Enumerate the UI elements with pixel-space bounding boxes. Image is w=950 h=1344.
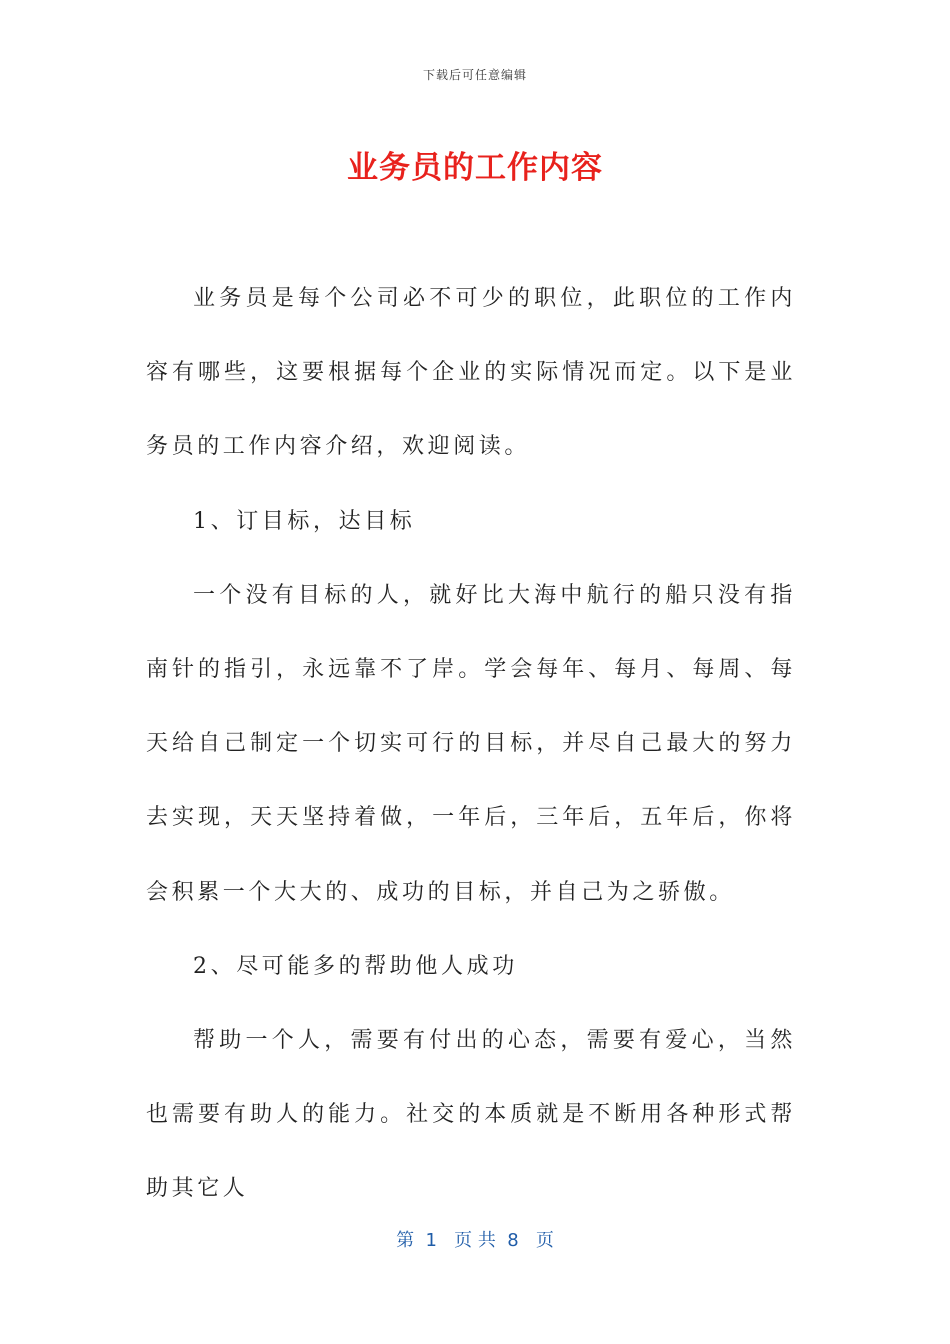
paragraph-intro: 业务员是每个公司必不可少的职位，此职位的工作内容有哪些，这要根据每个企业的实际情况而定。以下是业务员的工作内容介绍，欢迎阅读。 [146,286,796,460]
section-heading-1: 1、订目标，达目标 [193,508,416,534]
section-heading-2: 2、尽可能多的帮助他人成功 [193,953,518,979]
paragraph-section-1: 一个没有目标的人，就好比大海中航行的船只没有指南针的指引，永远靠不了岸。学会每年、每月、每周、每天给自己制定一个切实可行的目标，并尽自己最大的努力去实现，天天坚持着做，一年后，三年后，五年后，你将会积累一个大大的、成功的目标，并自己为之骄傲。 [146,582,796,905]
paragraph-section-2: 帮助一个人，需要有付出的心态，需要有爱心，当然也需要有助人的能力。社交的本质就是不断用各种形式帮助其它人 [146,1028,796,1202]
page-number-footer: 第 1 页 共 8 页 [396,1230,554,1251]
document-title: 业务员的工作内容 [347,150,603,186]
header-note: 下载后可任意编辑 [422,68,527,82]
document-body [146,262,796,1227]
